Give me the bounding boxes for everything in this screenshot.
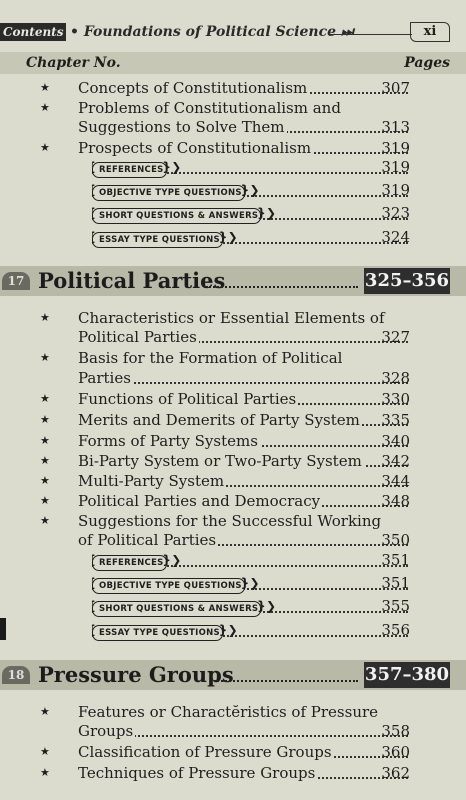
star-bullet-icon: ★ bbox=[40, 514, 50, 527]
star-bullet-icon: ★ bbox=[40, 101, 50, 114]
entry-title-cont: Political Parties bbox=[78, 328, 197, 346]
essay-questions-badge: ❮{ ESSAY TYPE QUESTIONS }❯ bbox=[92, 232, 223, 248]
entry-page: 324 bbox=[381, 228, 410, 246]
entry-title: Bi-Party System or Two-Party System bbox=[78, 452, 362, 470]
entry-title: Problems of Constitutionalism and bbox=[78, 99, 341, 117]
entry-title-cont: Groups bbox=[78, 722, 134, 740]
entry-title: Concepts of Constitutionalism bbox=[78, 79, 308, 97]
entry-page: 313 bbox=[381, 118, 410, 136]
essay-questions-badge: ❮{ ESSAY TYPE QUESTIONS }❯ bbox=[92, 625, 223, 641]
page-header bbox=[0, 20, 466, 44]
entry-page: 342 bbox=[381, 452, 410, 470]
entry-page: 344 bbox=[381, 472, 410, 490]
entry-page: 350 bbox=[381, 531, 410, 549]
entry-page: 319 bbox=[381, 181, 410, 199]
entry-page: 362 bbox=[381, 764, 410, 782]
entry-page: 330 bbox=[381, 390, 410, 408]
star-bullet-icon: ★ bbox=[40, 474, 50, 487]
entry-page: 351 bbox=[381, 574, 410, 592]
short-qa-badge: ❮{ SHORT QUESTIONS & ANSWERS }❯ bbox=[92, 208, 261, 224]
chapter-number: 17 bbox=[2, 272, 30, 290]
entry-title-cont: of Political Parties bbox=[78, 531, 217, 549]
chapter-heading bbox=[0, 660, 466, 690]
entry-page: 307 bbox=[381, 79, 410, 97]
chapter-page-range: 325–356 bbox=[364, 268, 450, 294]
entry-title: Prospects of Constitutionalism bbox=[78, 139, 312, 157]
leader-dots bbox=[206, 286, 358, 288]
objective-questions-badge: ❮{ OBJECTIVE TYPE QUESTIONS }❯ bbox=[92, 185, 245, 201]
entry-page: 358 bbox=[381, 722, 410, 740]
entry-page: 319 bbox=[381, 139, 410, 157]
entry-page: 340 bbox=[381, 432, 410, 450]
star-bullet-icon: ★ bbox=[40, 81, 50, 94]
entry-title: Merits and Demerits of Party System bbox=[78, 411, 360, 429]
entry-page: 319 bbox=[381, 158, 410, 176]
entry-title: Characteristics or Essential Elements of bbox=[78, 309, 385, 327]
entry-page: 355 bbox=[381, 597, 410, 615]
entry-title: Basis for the Formation of Political bbox=[78, 349, 343, 367]
pages-label: Pages bbox=[404, 55, 450, 71]
star-bullet-icon: ★ bbox=[40, 705, 50, 718]
entry-page: 356 bbox=[381, 621, 410, 639]
contents-tag: Contents bbox=[0, 23, 66, 41]
entry-title: Techniques of Pressure Groups bbox=[78, 764, 316, 782]
leader-dots bbox=[214, 680, 358, 682]
header-rule bbox=[330, 34, 412, 35]
chapter-title: Political Parties bbox=[38, 268, 226, 293]
star-bullet-icon: ★ bbox=[40, 494, 50, 507]
entry-title-cont: Parties bbox=[78, 369, 131, 387]
chapter-number: 18 bbox=[2, 666, 30, 684]
entry-page: 335 bbox=[381, 411, 410, 429]
entry-title: Classification of Pressure Groups bbox=[78, 743, 332, 761]
chapter-page-range: 357–380 bbox=[364, 662, 450, 688]
book-title: • Foundations of Political Science ⏭ bbox=[70, 24, 354, 40]
entry-title: Suggestions for the Successful Working bbox=[78, 512, 382, 530]
entry-page: 328 bbox=[381, 369, 410, 387]
entry-page: 348 bbox=[381, 492, 410, 510]
entry-title: Forms of Party Systems bbox=[78, 432, 258, 450]
chapter-heading bbox=[0, 266, 466, 296]
short-qa-badge: ❮{ SHORT QUESTIONS & ANSWERS }❯ bbox=[92, 601, 261, 617]
entry-page: 327 bbox=[381, 328, 410, 346]
references-badge: ❮{ REFERENCES }❯ bbox=[92, 555, 167, 571]
entry-page: 351 bbox=[381, 551, 410, 569]
star-bullet-icon: ★ bbox=[40, 141, 50, 154]
page-edge-mark bbox=[0, 618, 6, 640]
entry-title: Political Parties and Democracy bbox=[78, 492, 321, 510]
page-number: xi bbox=[410, 22, 450, 42]
star-bullet-icon: ★ bbox=[40, 413, 50, 426]
entry-title: Multi-Party System bbox=[78, 472, 225, 490]
entry-title-cont: Suggestions to Solve Them bbox=[78, 118, 285, 136]
star-bullet-icon: ★ bbox=[40, 351, 50, 364]
chapter-no-label: Chapter No. bbox=[26, 55, 121, 71]
star-bullet-icon: ★ bbox=[40, 434, 50, 447]
star-bullet-icon: ★ bbox=[40, 311, 50, 324]
chapter-title: Pressure Groups bbox=[38, 662, 234, 687]
references-badge: ❮{ REFERENCES }❯ bbox=[92, 162, 167, 178]
star-bullet-icon: ★ bbox=[40, 392, 50, 405]
star-bullet-icon: ★ bbox=[40, 745, 50, 758]
column-header bbox=[0, 52, 466, 74]
entry-title: Features or Charactĕristics of Pressure bbox=[78, 703, 379, 721]
star-bullet-icon: ★ bbox=[40, 454, 50, 467]
entry-page: 360 bbox=[381, 743, 410, 761]
star-bullet-icon: ★ bbox=[40, 766, 50, 779]
entry-title: Functions of Political Parties bbox=[78, 390, 297, 408]
entry-page: 323 bbox=[381, 204, 410, 222]
objective-questions-badge: ❮{ OBJECTIVE TYPE QUESTIONS }❯ bbox=[92, 578, 245, 594]
